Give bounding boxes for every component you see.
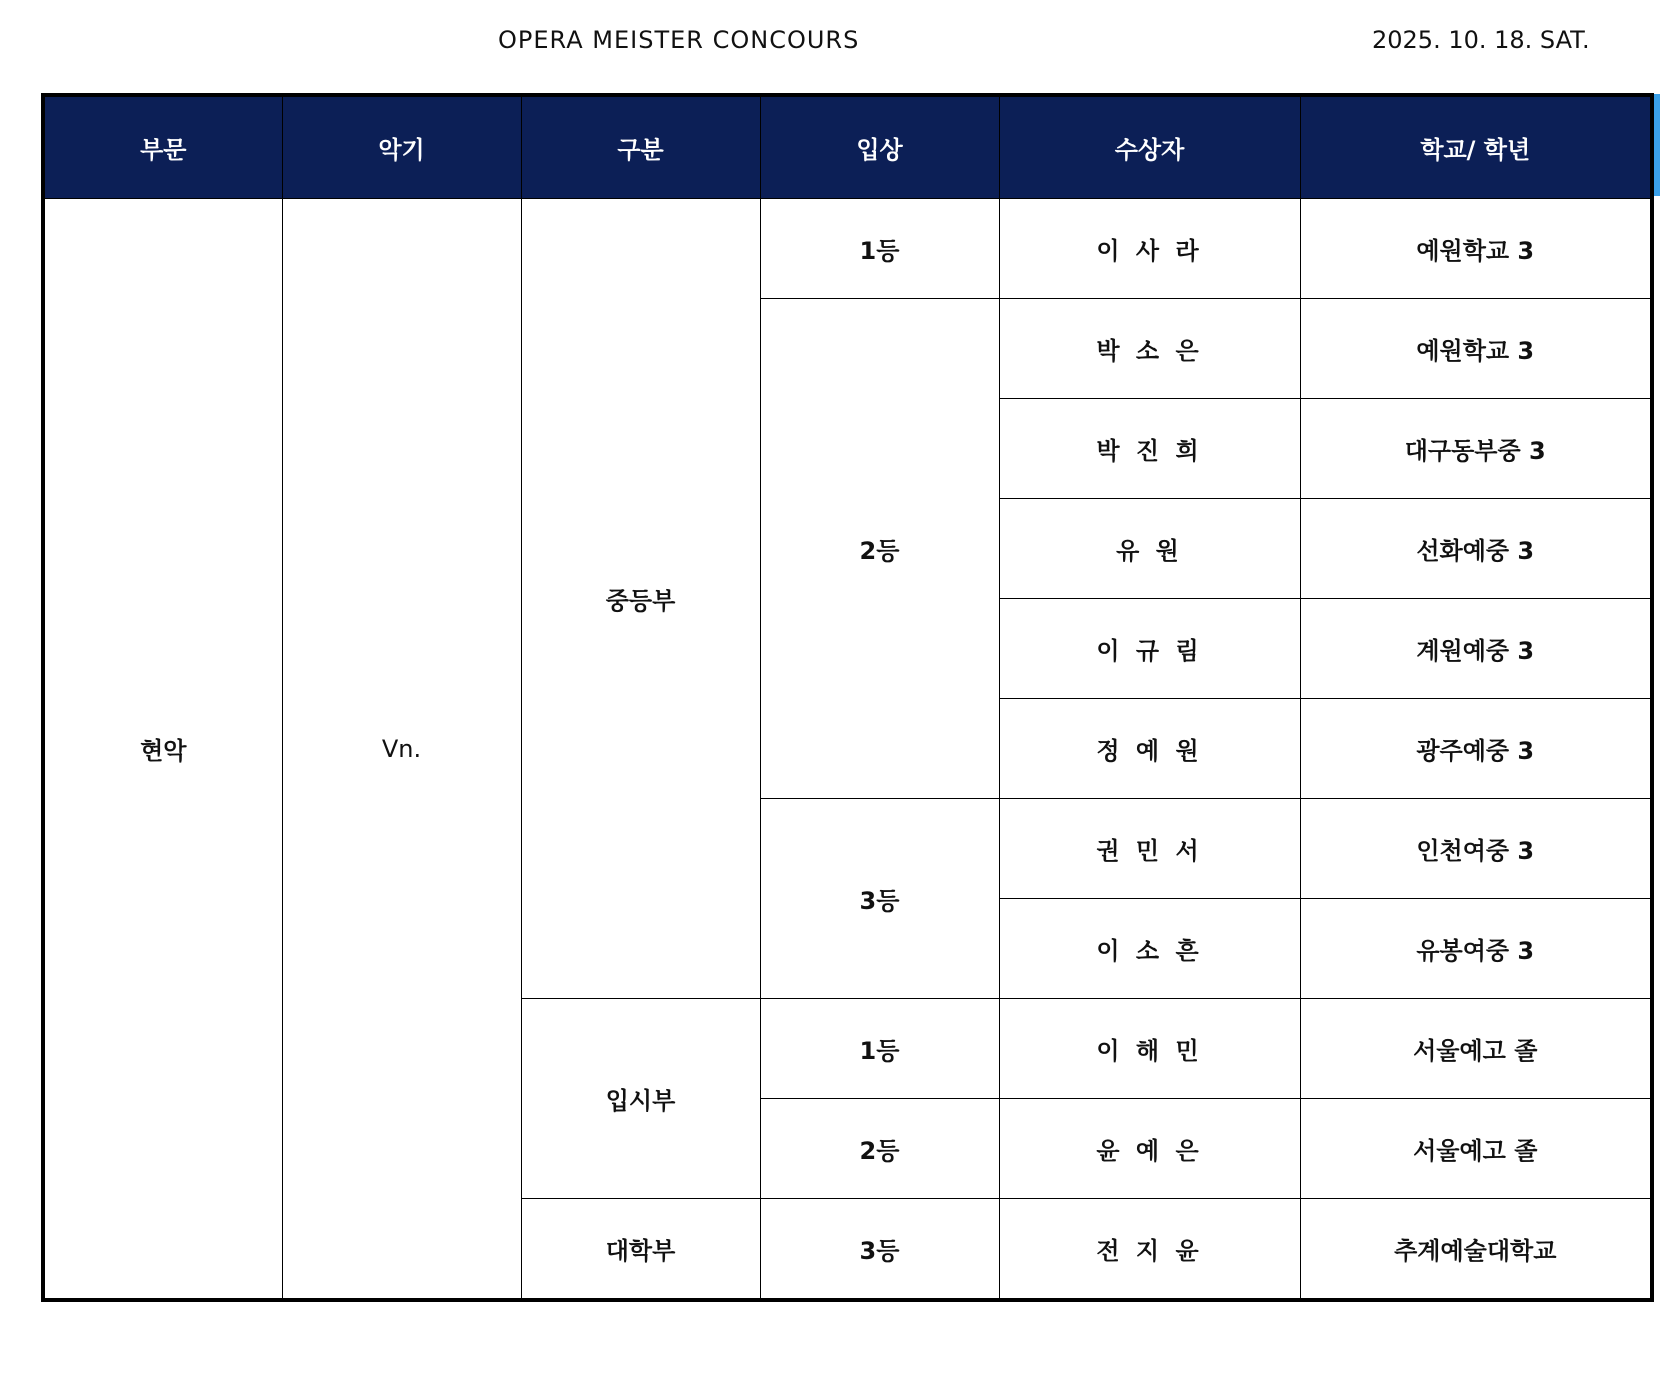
column-header-group: 구분 [521,95,760,199]
column-header-school-grade: 학교/ 학년 [1300,95,1652,199]
school-grade: 대구동부중 3 [1300,399,1652,499]
rank-cell: 3등 [760,799,999,999]
winner-name: 박 진 희 [999,399,1300,499]
group-cell-entrance: 입시부 [521,999,760,1199]
instrument-cell: Vn. [282,199,521,1301]
rank-cell: 1등 [760,999,999,1099]
winner-name: 유 원 [999,499,1300,599]
school-grade: 유봉여중 3 [1300,899,1652,999]
group-cell-university: 대학부 [521,1199,760,1301]
school-grade: 예원학교 3 [1300,199,1652,299]
division-cell: 현악 [43,199,282,1301]
winner-name: 정 예 원 [999,699,1300,799]
school-grade: 예원학교 3 [1300,299,1652,399]
winner-name: 이 사 라 [999,199,1300,299]
table-header-row [43,95,1652,199]
column-header-winner: 수상자 [999,95,1300,199]
column-header-instrument: 악기 [282,95,521,199]
rank-cell: 1등 [760,199,999,299]
winner-name: 박 소 은 [999,299,1300,399]
school-grade: 인천여중 3 [1300,799,1652,899]
school-grade: 서울예고 졸 [1300,999,1652,1099]
results-table [41,93,1654,1302]
column-header-rank: 입상 [760,95,999,199]
school-grade: 광주예중 3 [1300,699,1652,799]
school-grade: 서울예고 졸 [1300,1099,1652,1199]
rank-cell: 3등 [760,1199,999,1301]
winner-name: 전 지 윤 [999,1199,1300,1301]
table-row [43,199,1652,299]
school-grade: 선화예중 3 [1300,499,1652,599]
winner-name: 이 소 흔 [999,899,1300,999]
page-title: OPERA MEISTER CONCOURS [498,26,860,54]
column-header-division: 부문 [43,95,282,199]
rank-cell: 2등 [760,299,999,799]
winner-name: 이 규 림 [999,599,1300,699]
group-cell-middle: 중등부 [521,199,760,999]
winner-name: 이 해 민 [999,999,1300,1099]
winner-name: 권 민 서 [999,799,1300,899]
school-grade: 계원예중 3 [1300,599,1652,699]
winner-name: 윤 예 은 [999,1099,1300,1199]
rank-cell: 2등 [760,1099,999,1199]
event-date: 2025. 10. 18. SAT. [1372,26,1590,54]
school-grade: 추계예술대학교 [1300,1199,1652,1301]
